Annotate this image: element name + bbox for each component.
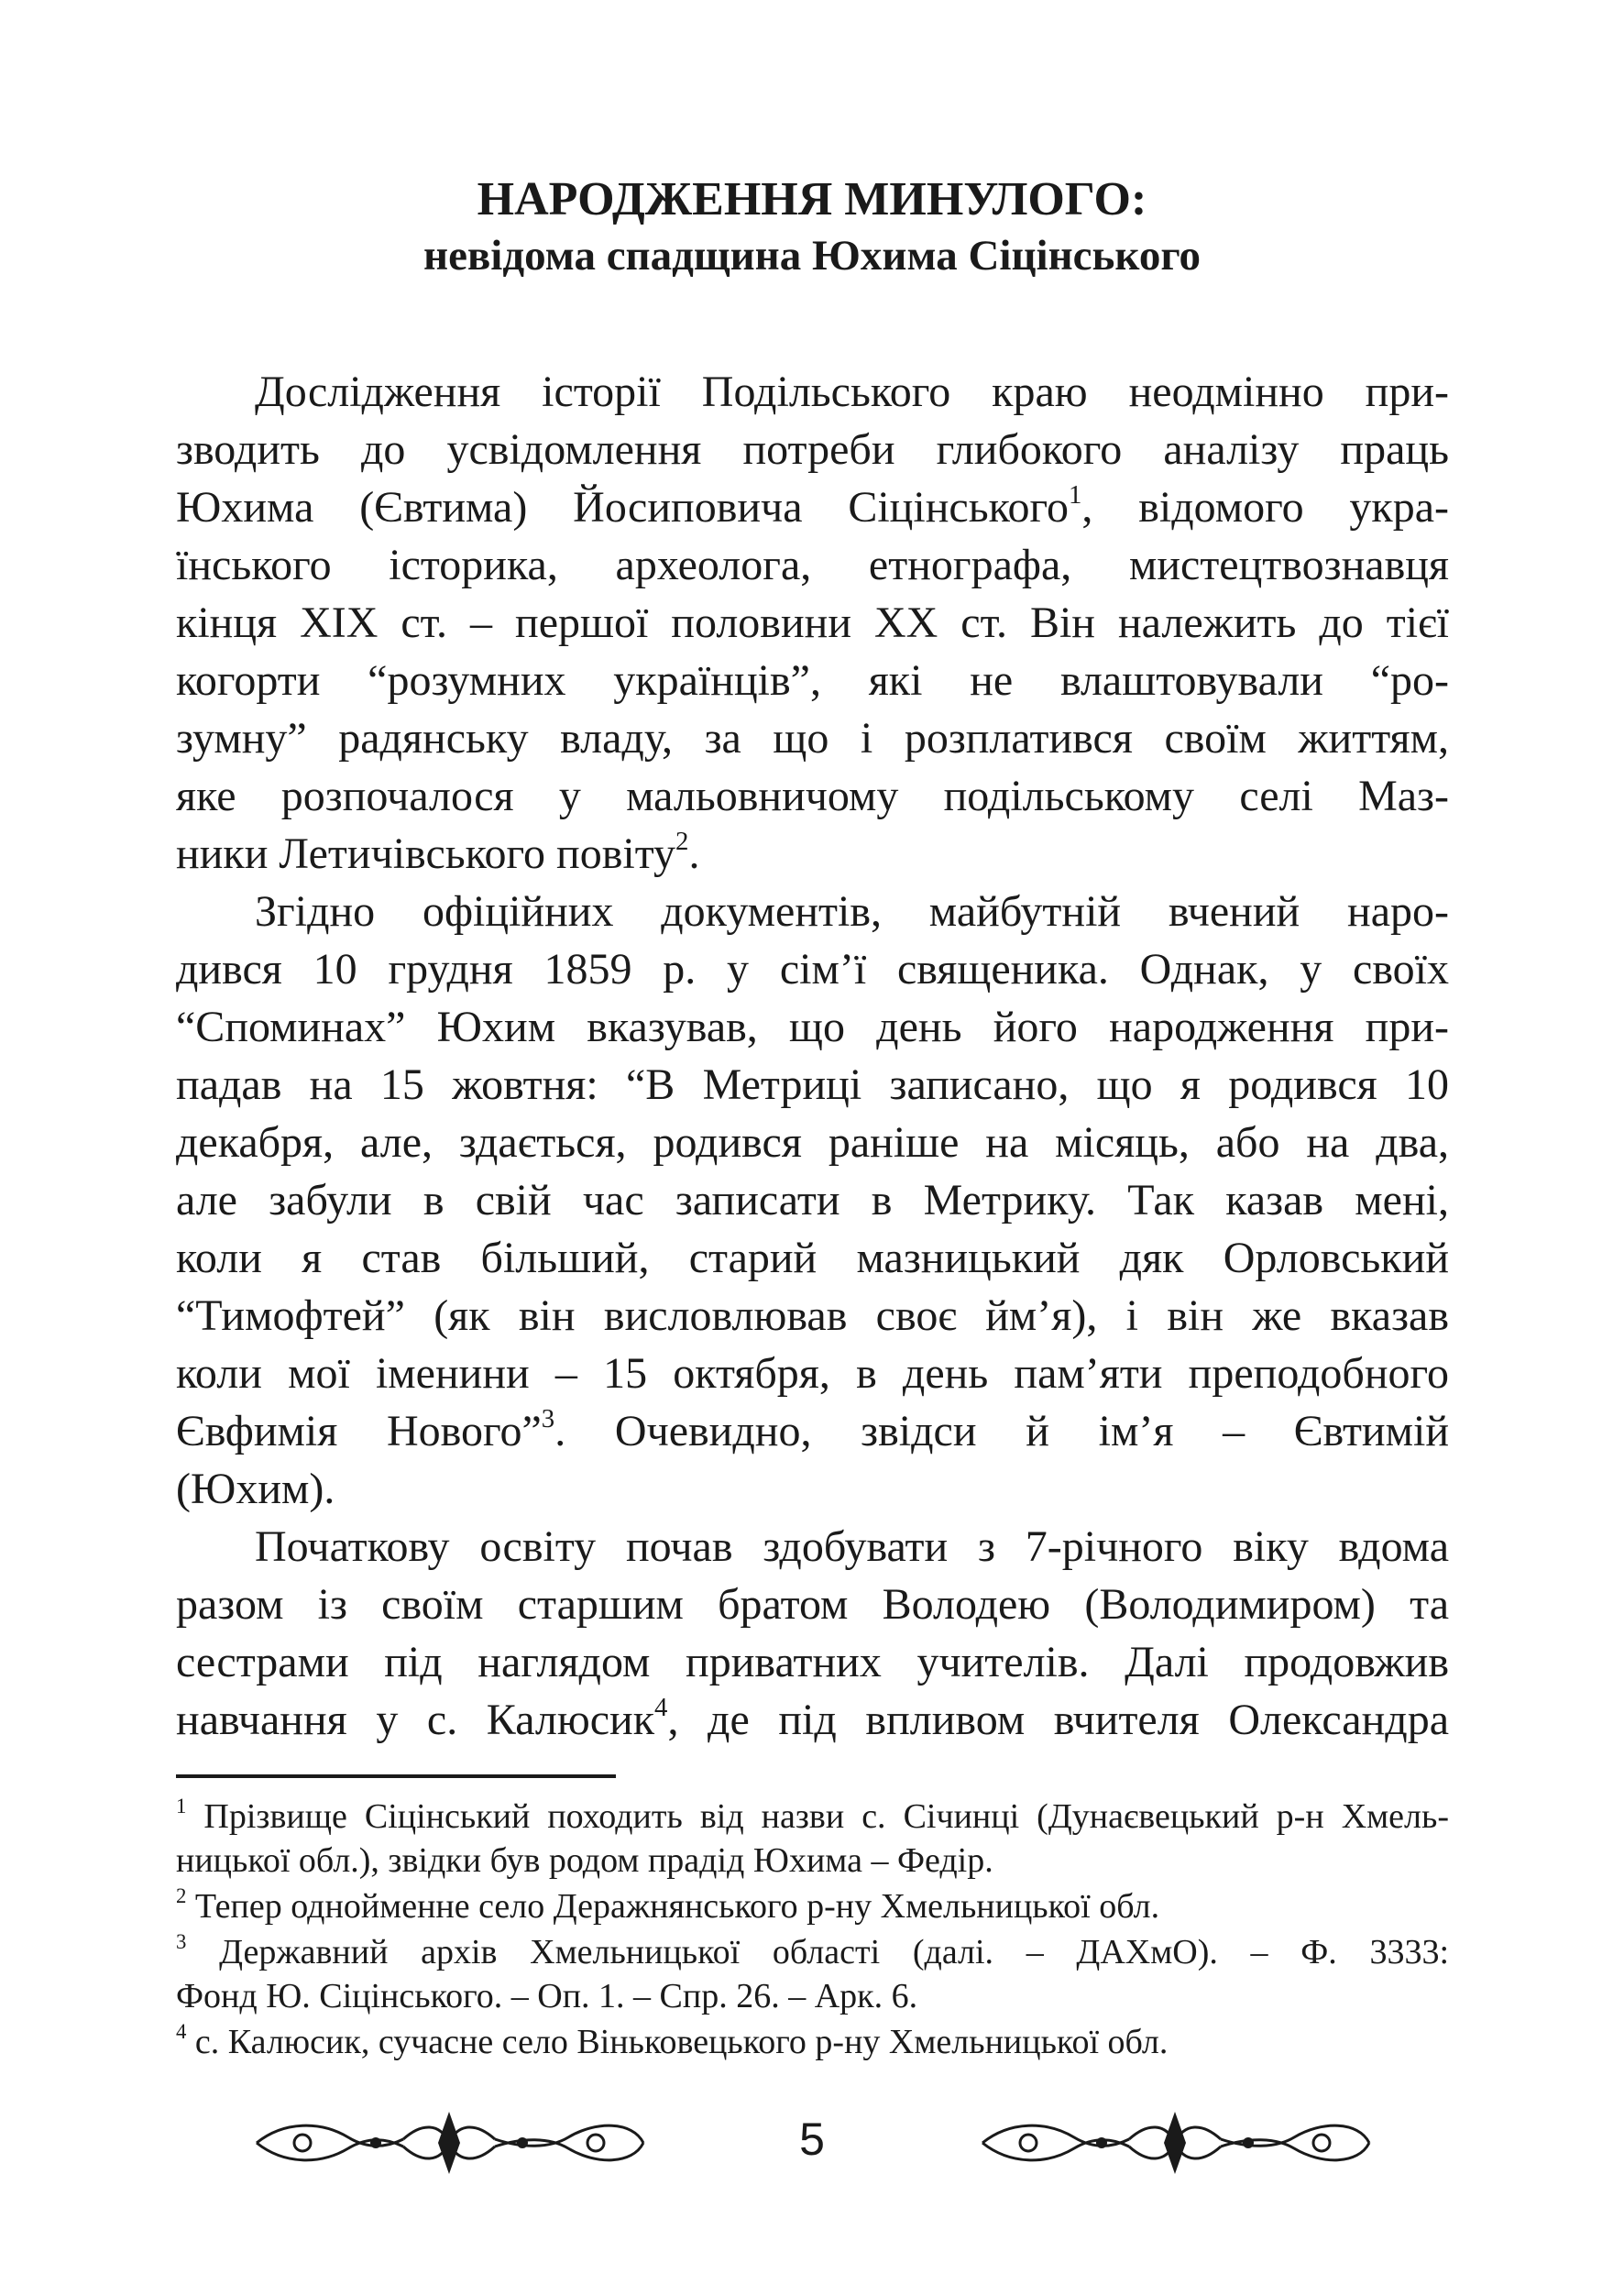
body-line: їнського історика, археолога, етнографа, мистецтвознавця (176, 541, 1449, 589)
body-line: коли я став більший, старий мазницький дяк Орловський (176, 1234, 1449, 1282)
body-line: когорти “розумних українців”, які не влаштовували “ро- (176, 656, 1449, 705)
footnote-number: 3 (176, 1930, 187, 1954)
body-text-span: навчання у с. Калюсик (176, 1696, 655, 1744)
body-text-span: . (688, 829, 700, 878)
body-text-span: , відомого укра- (1081, 483, 1450, 532)
body-line: “Тимофтей” (як він висловлював своє йм’я), і він же вказав (176, 1291, 1449, 1340)
page-number: 5 (799, 2114, 825, 2165)
body-line: дився 10 грудня 1859 р. у сім’ї священика. Однак, у своїх (176, 945, 1449, 994)
body-text-span: Юхима (Євтима) Йосиповича Сіцінського (176, 483, 1069, 532)
body-text-span: , де під впливом вчителя Олександра (667, 1696, 1450, 1744)
body-line: але забули в свій час записати в Метрику. Так казав мені, (176, 1176, 1449, 1224)
footnote-text: Прізвище Сіцінський походить від назви с. Січинці (Дунаєвецький р-н Хмель- (186, 1797, 1449, 1836)
body-line: сестрами під наглядом приватних учителів. Далі продовжив (176, 1638, 1449, 1686)
footnote-number: 1 (176, 1795, 187, 1818)
footnote-line (176, 1884, 1449, 1928)
body-line: зводить до усвідомлення потреби глибокого аналізу праць (176, 425, 1449, 474)
body-line (176, 827, 1449, 882)
body-line: декабря, але, здається, родився раніше на місяць, або на два, (176, 1118, 1449, 1167)
body-line (176, 480, 1449, 535)
footnote-reference: 2 (675, 826, 689, 856)
footnote-line: Фонд Ю. Сіцінського. – Оп. 1. – Спр. 26. – Арк. 6. (176, 1977, 918, 2015)
flourish-ornament-right (973, 2104, 1377, 2181)
body-line: падав на 15 жовтня: “В Метриці записано, що я родився 10 (176, 1060, 1449, 1109)
chapter-title-line-1: НАРОДЖЕННЯ МИНУЛОГО: (477, 173, 1147, 225)
body-line: зумну” радянську владу, за що і розплатився своїм життям, (176, 714, 1449, 763)
body-text-span: . Очевидно, звідси й ім’я – Євтимій (554, 1407, 1450, 1455)
body-line: яке розпочалося у мальовничому подільському селі Маз- (176, 772, 1449, 820)
body-line: Дослідження історії Подільського краю неодмінно при- (255, 368, 1449, 416)
body-line: коли мої іменини – 15 октября, в день пам’яти преподобного (176, 1349, 1449, 1398)
footnote-text: Державний архів Хмельницької області (далі. – ДАХмО). – Ф. 3333: (186, 1933, 1449, 1971)
footnote-line (176, 2020, 1449, 2064)
footnote-separator (176, 1774, 616, 1778)
body-text-span: ники Летичівського повіту (176, 829, 676, 878)
body-line: разом із своїм старшим братом Володею (Володимиром) та (176, 1580, 1449, 1629)
body-line (176, 1693, 1449, 1748)
body-line: (Юхим). (176, 1465, 335, 1513)
footnote-reference: 3 (541, 1403, 555, 1433)
flourish-ornament-left (247, 2104, 651, 2181)
body-line: кінця XIX ст. – першої половини XX ст. Він належить до тієї (176, 598, 1449, 647)
footnote-reference: 4 (654, 1692, 668, 1722)
chapter-subtitle: невідома спадщина Юхима Сіцінського (422, 232, 1202, 280)
footnote-text: с. Калюсик, сучасне село Віньковецького р-ну Хмельницької обл. (186, 2023, 1169, 2061)
body-line: “Споминах” Юхим вказував, що день його народження при- (176, 1003, 1449, 1051)
body-line: Початкову освіту почав здобувати з 7-річного віку вдома (255, 1522, 1449, 1571)
body-line (176, 1404, 1449, 1459)
footnote-number: 4 (176, 2020, 187, 2044)
footnote-line (176, 1795, 1449, 1839)
footnote-reference: 1 (1068, 479, 1082, 510)
footnote-line: ницької обл.), звідки був родом прадід Юхима – Федір. (176, 1841, 993, 1880)
footnote-line (176, 1930, 1449, 1974)
body-line: Згідно офіційних документів, майбутній вчений наро- (255, 887, 1449, 936)
footnote-number: 2 (176, 1884, 187, 1908)
body-text-span: Євфимія Нового” (176, 1407, 542, 1455)
footnote-text: Тепер однойменне село Деражнянського р-ну Хмельницької обл. (186, 1887, 1160, 1926)
